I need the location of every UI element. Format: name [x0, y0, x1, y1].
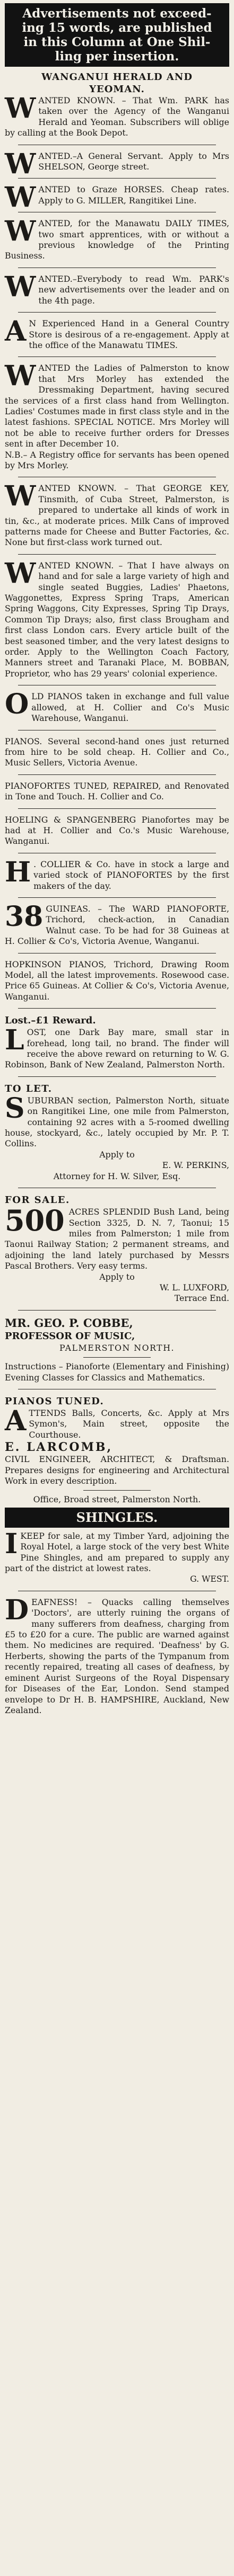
ad-tinsmith — [5, 480, 229, 548]
sale-block — [5, 1207, 229, 1271]
divider — [18, 897, 215, 898]
ad-body: EAFNESS! – Quacks calling themselves 'Doctors', are utterly ruining the organs of many sufferers from deafness, charging from £5 to £20 for a cure. The public are warned against them. No medicines are required. 'Deafness' by G. Herberts, showing the parts of the Tympanum from recently repaired, treating all cases of deafness, by eminent Aurist Surgeons of the Royal Dispensary for Diseases of the Ear, London. Send stamped envelope to Dr H. B. HAMPSHIRE, Auckland, New Zealand. — [5, 1597, 229, 1715]
ad-body: GUINEAS. – The WARD PIANOFORTE, Trichord, check-action, in Canadian Walnut case. To be had for 38 Guineas at H. Collier & Co's, Victoria Avenue, Wanganui. — [5, 903, 229, 947]
divider — [18, 312, 215, 313]
ad-heading-bar: SHINGLES. — [5, 1508, 229, 1528]
ad-body: ANTED KNOWN. – That I have always on hand and for sale a large variety of high and single seated Buggies, Ladies' Phaetons, Waggonettes, Express Spring Traps, American Spring Waggons, City Expresses, Spring Tip Drays, Common Tip Drays; also, first class Brougham and first class London cars. Every article built of the best seasoned timber, and the very latest designs to order. Apply to the Wellington Coach Factory, Manners street and Taranaki Place, M. BOBBAN, Proprietor, who has 29 years' colonial experience. — [5, 560, 229, 679]
divider — [18, 774, 215, 775]
ad-body: KEEP for sale, at my Timber Yard, adjoining the Royal Hotel, a large stock of the very best White Pine Shingles, and am prepared to supply any part of the district at lowest rates. — [5, 1530, 229, 1574]
ad-civil-engineer — [5, 1440, 229, 1505]
ad-signature: W. L. LUXFORD, — [159, 1282, 229, 1293]
divider — [83, 1490, 151, 1491]
ad-apprentices — [5, 215, 229, 262]
divider — [18, 1008, 215, 1009]
ad-address: Office, Broad street, Palmerston North. — [33, 1494, 201, 1505]
ad-apply: Apply to — [99, 1271, 135, 1282]
ad-apply: Apply to — [99, 1149, 135, 1160]
ad-body: UBURBAN section, Palmerston North, situate on Rangitikei Line, one mile from Palmerston, containing 92 acres with a 5-roomed dwelling house, stockyard, &c., lately occupied by Mr. P. T. Collins. — [5, 1095, 229, 1149]
ad-body: Instructions – Pianoforte (Elementary and Finishing) Evening Classes for Classics and Mathematics. — [5, 1361, 229, 1383]
ad-general-servant — [5, 147, 229, 180]
drop-initial: A — [5, 315, 27, 348]
ad-body: PIANOS. Several second-hand ones just returned from hire to be sold cheap. H. Collier and Co., Music Sellers, Victoria Avenue. — [5, 736, 229, 768]
ad-body: TTENDS Balls, Concerts, &c. Apply at Mrs Symon's, Main street, opposite the Courthouse. — [29, 1407, 229, 1440]
drop-initial: L — [5, 1024, 24, 1057]
divider — [18, 1310, 215, 1311]
ad-subheading: PROFESSOR OF MUSIC, — [5, 1330, 135, 1342]
ad-body: HOELING & SPANGENBERG Pianofortes may be had at H. Collier and Co.'s Music Warehouse, Wanganui. — [5, 814, 229, 846]
drop-initial: W — [5, 480, 36, 513]
ad-pianos-tuned — [5, 1395, 229, 1440]
divider — [18, 554, 215, 555]
ad-deafness — [5, 1593, 229, 1716]
divider — [18, 178, 215, 179]
ad-for-sale — [5, 1194, 229, 1304]
ad-body: ANTED.–Everybody to read Wm. PARK's new advertisements over the leader and on the 4th page. — [38, 273, 229, 306]
ad-heading: FOR SALE. — [5, 1195, 70, 1206]
ad-signature: G. WEST. — [190, 1574, 229, 1584]
ad-heading: E. LARCOMB, — [5, 1440, 113, 1455]
ad-heading: TO LET. — [5, 1083, 53, 1094]
divider — [83, 1357, 151, 1358]
ad-38-guineas — [5, 900, 229, 947]
drop-initial: S — [5, 1092, 25, 1125]
ad-body: ANTED, for the Manawatu DAILY TIMES, two smart apprentices, with or without a previous knowledge of the Printing Business. — [5, 218, 229, 261]
ad-note: N.B.– A Registry office for servants has been opened by Mrs Morley. — [5, 449, 229, 470]
header-line: Advertisements not exceed- — [22, 6, 212, 21]
drop-initial: I — [5, 1527, 18, 1560]
header-line: in this Column at One Shil- — [23, 35, 211, 49]
ad-body: . COLLIER & Co. have in stock a large and varied stock of PIANOFORTES by the first makers of the day. — [33, 859, 229, 891]
ad-coach-factory — [5, 557, 229, 679]
ad-title: YEOMAN. — [89, 84, 145, 95]
ad-heading: Lost.–£1 Reward. — [5, 1015, 96, 1027]
drop-initial: W — [5, 360, 36, 393]
drop-initial: W — [5, 147, 36, 180]
column-header — [5, 3, 229, 67]
acreage-figure: 500 — [5, 1207, 65, 1238]
ad-lost-reward — [5, 1014, 229, 1071]
ad-agency — [5, 71, 229, 139]
ad-signature-place: Terrace End. — [174, 1293, 229, 1304]
ad-collier-stock — [5, 855, 229, 892]
drop-initial: D — [5, 1593, 29, 1626]
divider — [18, 356, 215, 357]
ad-to-let — [5, 1083, 229, 1182]
ad-heading: PIANOS TUNED. — [5, 1395, 105, 1407]
ad-professor-of-music — [5, 1316, 229, 1383]
ad-body: ACRES SPLENDID Bush Land, being Section 3325, D. N. 7, Taonui; 15 miles from Palmerston; 1 mile from Taonui Railway Station; 2 permanent streams, and adjoining the land lately purchased by Messrs Pascal Brothers. Very easy terms. — [5, 1207, 229, 1271]
ad-read-advertisements — [5, 270, 229, 306]
ad-body: ANTED the Ladies of Palmerston to know that Mrs Morley has extended the Dressmaking Department, having secured the services of a first class hand from Wellington. Ladies' Costumes made in first class style and in the latest fashions. SPECIAL NOTICE. Mrs Morley will not be able to receive further orders for Dresses sent in after December 10. — [5, 363, 229, 449]
ad-pianofortes-tuned — [5, 781, 229, 803]
ad-dressmaking — [5, 360, 229, 471]
drop-initial: W — [5, 215, 36, 248]
ad-body: OST, one Dark Bay mare, small star in forehead, long tail, no brand. The finder will receive the above reward on returning to W. G. Robinson, Bank of New Zealand, Palmerston North. — [5, 1027, 229, 1070]
ad-title: WANGANUI HERALD AND — [41, 72, 193, 83]
drop-initial: W — [5, 557, 36, 590]
drop-initial: A — [5, 1404, 27, 1437]
ad-old-pianos — [5, 688, 229, 724]
ad-place: PALMERSTON NORTH. — [59, 1342, 175, 1353]
ad-body: HOPKINSON PIANOS, Trichord, Drawing Room Model, all the latest improvements. Rosewood case. Price 65 Guineas. At Collier & Co's, Victoria Avenue, Wanganui. — [5, 959, 229, 1002]
drop-initial: W — [5, 181, 36, 214]
ad-signature-role: Attorney for H. W. Silver, Esq. — [53, 1171, 181, 1181]
drop-initial: W — [5, 92, 36, 124]
ad-experienced-hand — [5, 315, 229, 351]
ad-body: CIVIL ENGINEER, ARCHITECT, & Draftsman. Prepares designs for engineering and Architectural Work in every description. — [5, 1454, 229, 1486]
ad-body: ANTED to Graze HORSES. Cheap rates. Apply to G. MILLER, Rangitikei Line. — [38, 184, 229, 206]
price-figure: 38 — [5, 900, 44, 933]
ad-signature: E. W. PERKINS, — [162, 1160, 229, 1171]
ad-shingles — [5, 1508, 229, 1585]
divider — [18, 1076, 215, 1077]
ad-body: LD PIANOS taken in exchange and full value allowed, at H. Collier and Co's Music Warehouse, Wanganui. — [31, 691, 229, 724]
ad-body: N Experienced Hand in a General Country Store is desirous of a re-engagement. Apply at the office of the Manawatu TIMES. — [29, 318, 229, 350]
divider — [18, 808, 215, 809]
ad-graze-horses — [5, 181, 229, 214]
header-line: ing 15 words, are published — [22, 21, 212, 35]
drop-initial: H — [5, 855, 31, 888]
ad-body: ANTED KNOWN. – That Wm. PARK has taken over the Agency of the Wanganui Herald and Yeoman. Subscribers will oblige by calling at the Book Depot. — [5, 95, 229, 138]
ad-body: PIANOFORTES TUNED, REPAIRED, and Renovated in Tone and Touch. H. Collier and Co. — [5, 780, 229, 802]
ad-hoeling-spangenberg — [5, 815, 229, 847]
ad-body: ANTED.–A General Servant. Apply to Mrs SHELSON, George street. — [38, 150, 229, 172]
ad-body: ANTED KNOWN. – That GEORGE KEY, Tinsmith, of Cuba Street, Palmerston, is prepared to undertake all kinds of work in tin, &c., at moderate prices. Milk Cans of improved patterns made for Cheese and Butter Factories, &c. None but first-class work turned out. — [5, 483, 229, 548]
drop-initial: O — [5, 688, 29, 721]
drop-initial: W — [5, 270, 36, 303]
ad-hopkinson-pianos — [5, 959, 229, 1003]
ad-heading: MR. GEO. P. COBBE, — [5, 1316, 133, 1330]
ad-pianos-second-hand — [5, 736, 229, 769]
header-line: ling per insertion. — [55, 49, 179, 64]
